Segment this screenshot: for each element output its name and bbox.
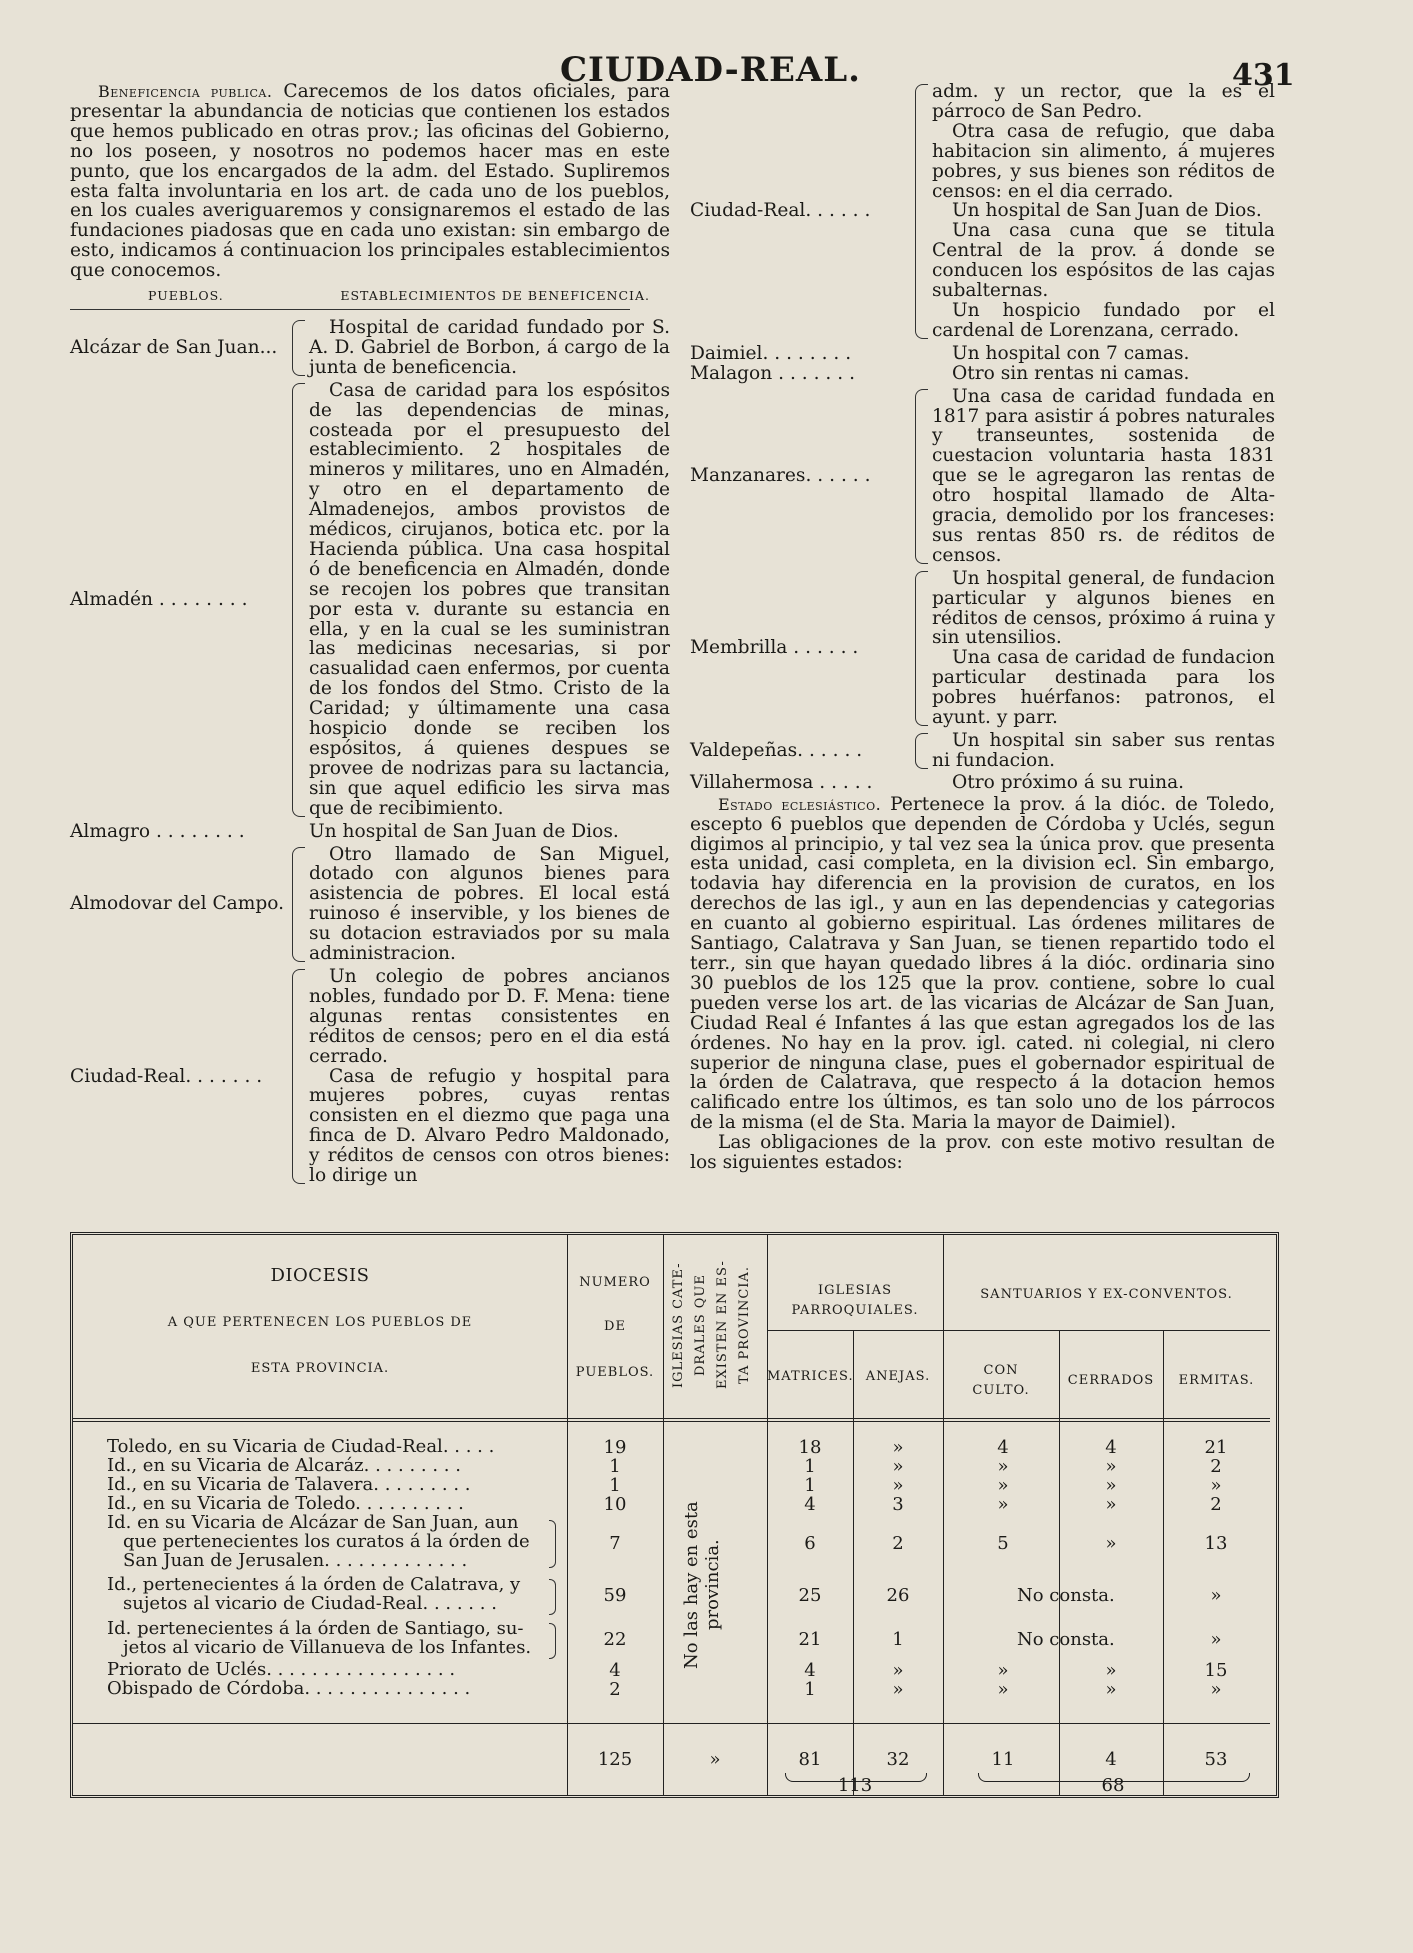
row-brace xyxy=(549,1623,556,1659)
entry-paragraph: Un colegio de pobres ancianos nobles, fundado por D. F. Mena: tiene algunas rentas consistentes en réditos de censos; pero en el dia está cerrado. xyxy=(309,965,670,1067)
table-cell: » xyxy=(892,1437,904,1458)
table-cell: 19 xyxy=(603,1437,627,1458)
column-rule xyxy=(853,1330,854,1795)
con-culto-line2: CULTO. xyxy=(972,1383,1030,1398)
table-cell: 2 xyxy=(1210,1456,1222,1477)
entry-text xyxy=(309,967,670,1186)
beneficencia-text: Carecemos de los datos oficiales, para presentar la abundancia de noticias que contienen los estados que hemos publicado en otras prov.; las oficinas del Gobierno, no los poseen, y nosotros no podemos hacer mas en este punto, que los encargados de la adm. del Estado. Supliremos esta falta involuntaria en los art. de cada uno de los pueblos, en los cuales averiguaremos y consignaremos el estado de las fundaciones piadosas que en cada uno existan: sin embargo de esto, indicamos á continuacion los principales establecimientos que conocemos. xyxy=(70,81,670,282)
establecimientos-heading: ESTABLECIMIENTOS DE BENEFICENCIA. xyxy=(340,288,650,304)
diocesis-sub1: A QUE PERTENECEN LOS PUEBLOS DE xyxy=(167,1315,473,1330)
entry-text xyxy=(309,381,670,819)
table-cell: 4 xyxy=(609,1660,621,1681)
header-rule xyxy=(73,1418,1270,1419)
place-name: Valdepeñas. . . . . . xyxy=(690,739,863,761)
table-cell: 4 xyxy=(997,1437,1009,1458)
column-subheader xyxy=(70,282,670,309)
place-name: Ciudad-Real. . . . . . . xyxy=(70,1065,263,1087)
entry-almagro xyxy=(70,822,670,842)
table-cell: 15 xyxy=(1204,1660,1228,1681)
table-cell: 1 xyxy=(609,1475,621,1496)
row-brace xyxy=(549,1520,556,1568)
entry-alcazar xyxy=(70,318,670,378)
santuarios-sum: 68 xyxy=(1101,1775,1125,1796)
no-consta: No consta. xyxy=(1017,1629,1115,1650)
table-row-label: Id., pertenecientes á la órden de Calatrava, y xyxy=(107,1574,521,1595)
brace xyxy=(915,775,928,791)
table-cell: 10 xyxy=(603,1494,627,1515)
entry-almodovar xyxy=(70,845,670,964)
brace xyxy=(292,383,305,817)
page-title: CIUDAD-REAL. xyxy=(560,50,861,90)
anejas-heading: ANEJAS. xyxy=(865,1369,931,1384)
left-column xyxy=(70,82,670,1186)
entry-paragraph: Otra casa de refugio, que daba habitacion sin alimento, á mujeres pobres, y sus bienes son réditos de censos: en el dia cerrado. xyxy=(932,120,1275,202)
column-rule xyxy=(663,1235,664,1795)
entry-paragraph: Una casa cuna que se titula Central de la prov. á donde se conducen los espósitos de las cajas subalternas. xyxy=(932,220,1275,302)
table-cell: 1 xyxy=(804,1679,816,1700)
total-cell: 32 xyxy=(886,1749,910,1770)
brace xyxy=(292,847,305,962)
place-name: Almagro . . . . . . . . xyxy=(70,820,245,842)
brace xyxy=(915,346,928,362)
table-cell: 59 xyxy=(603,1585,627,1606)
header-rule xyxy=(943,1330,1270,1331)
catedrales-line2: DRALES QUE xyxy=(693,1274,708,1376)
diocesis-sub2: ESTA PROVINCIA. xyxy=(250,1361,390,1376)
total-cell: 4 xyxy=(1105,1749,1117,1770)
entry-paragraph: Un hospital sin saber sus rentas ni fundacion. xyxy=(932,730,1275,771)
table-cell: 1 xyxy=(892,1629,904,1650)
table-cell: » xyxy=(892,1679,904,1700)
table-cell: » xyxy=(997,1494,1009,1515)
table-cell: 13 xyxy=(1204,1533,1228,1554)
table-row-label: que pertenecientes los curatos á la órden de xyxy=(123,1531,530,1552)
numero-pueblos: PUEBLOS. xyxy=(575,1365,655,1380)
header-rule xyxy=(73,1421,1270,1422)
place-name: Alcázar de San Juan... xyxy=(70,336,278,358)
table-cell: 1 xyxy=(804,1456,816,1477)
entry-text xyxy=(932,344,1275,364)
entry-membrilla xyxy=(690,569,1275,728)
entry-text xyxy=(309,318,670,378)
table-cell: 7 xyxy=(609,1533,621,1554)
entry-paragraph: Otro sin rentas ni camas. xyxy=(952,362,1190,384)
table-cell: 22 xyxy=(603,1629,627,1650)
divider xyxy=(70,309,630,310)
column-rule xyxy=(943,1235,944,1795)
table-cell: » xyxy=(1105,1456,1117,1477)
column-rule xyxy=(767,1235,768,1795)
brace xyxy=(915,733,928,769)
entry-text xyxy=(932,773,1275,793)
place-name: Ciudad-Real. . . . . . xyxy=(690,200,871,222)
place-name: Villahermosa . . . . . xyxy=(690,771,873,793)
entry-paragraph: Un hospicio fundado por el cardenal de Lorenzana, cerrado. xyxy=(932,299,1275,341)
dioceses-table xyxy=(70,1232,1279,1798)
table-cell: 3 xyxy=(892,1494,904,1515)
table-cell: » xyxy=(1210,1585,1222,1606)
no-consta: No consta. xyxy=(1017,1585,1115,1606)
total-cell: 81 xyxy=(798,1749,822,1770)
table-cell: 2 xyxy=(892,1533,904,1554)
table-cell: 5 xyxy=(997,1533,1009,1554)
place-name: Almodovar del Campo. xyxy=(70,893,285,915)
brace xyxy=(292,969,305,1184)
entry-paragraph: Casa de caridad para los espósitos de las dependencias de minas, costeada por el presupuesto del establecimiento. 2 hospitales de mineros y militares, uno en Almadén, y otro en el departamento de Almadenejos, ambos provistos de médicos, cirujanos, botica etc. por la Hacienda pública. Una casa hospital ó de beneficencia en Almadén, donde se recojen los pobres que transitan por esta v. durante su estancia en ella, y en la cual se les suministran las medicinas necesarias, si por casualidad caen enfermos, por cuenta de los fondos del Stmo. Cristo de la Caridad; y últimamente una casa hospicio donde se reciben los espósitos, á quienes despues se provee de nodrizas para su lactancia, sin que aquel edificio les sirva mas que de recibimiento. xyxy=(309,379,670,819)
cerrados-heading: CERRADOS xyxy=(1067,1373,1155,1388)
table-cell: » xyxy=(892,1660,904,1681)
entry-text xyxy=(932,364,1275,384)
table-cell: 4 xyxy=(804,1494,816,1515)
table-cell: » xyxy=(997,1456,1009,1477)
estado-eclesiastico xyxy=(690,795,1275,1133)
table-cell: » xyxy=(892,1475,904,1496)
table-cell: » xyxy=(1210,1679,1222,1700)
table-cell: » xyxy=(1105,1533,1117,1554)
entry-daimiel xyxy=(690,344,1275,364)
entry-paragraph: Una casa de caridad fundada en 1817 para asistir á pobres naturales y transeuntes, sostenida de cuestacion voluntaria hasta 1831 que se le agregaron las rentas de otro hospital llamado de Alta-gracia, demolido por los franceses: sus rentas 850 rs. de réditos de censos. xyxy=(932,385,1275,566)
table-row-label: Id., en su Vicaria de Talavera. . . . . . . . . xyxy=(107,1474,471,1495)
catedrales-line3: EXISTEN EN ES- xyxy=(715,1260,730,1390)
parroquiales-line2: PARROQUIALES. xyxy=(791,1303,919,1318)
pueblos-heading: PUEBLOS. xyxy=(148,288,224,304)
entry-paragraph: Otro llamado de San Miguel, dotado con algunos bienes para asistencia de pobres. El local está ruinoso é inservible, y los bienes de su dotacion estraviados por su mala administracion. xyxy=(309,843,670,965)
table-cell: 25 xyxy=(798,1585,822,1606)
table-cell: 21 xyxy=(798,1629,822,1650)
header-rule xyxy=(767,1330,943,1331)
parroquiales-sum: 113 xyxy=(837,1775,873,1796)
numero-de: DE xyxy=(604,1319,626,1334)
entry-text xyxy=(309,845,670,964)
table-cell: 6 xyxy=(804,1533,816,1554)
table-cell: 21 xyxy=(1204,1437,1228,1458)
table-cell: » xyxy=(1210,1629,1222,1650)
total-cell: » xyxy=(709,1749,721,1770)
beneficencia-lead: Beneficencia publica. xyxy=(98,82,273,101)
place-name: Malagon . . . . . . . xyxy=(690,362,855,384)
parroquiales-line1: IGLESIAS xyxy=(818,1283,892,1298)
table-cell: 26 xyxy=(886,1585,910,1606)
entry-manzanares xyxy=(690,387,1275,566)
entry-paragraph: Un hospital de San Juan de Dios. xyxy=(309,820,619,842)
entry-text xyxy=(932,731,1275,771)
place-name: Membrilla . . . . . . xyxy=(690,637,859,659)
table-row-label: Toledo, en su Vicaria de Ciudad-Real. . . . . xyxy=(107,1436,495,1457)
table-cell: 1 xyxy=(804,1475,816,1496)
entry-text xyxy=(932,569,1275,728)
page-number: 431 xyxy=(1232,58,1295,93)
table-cell: » xyxy=(997,1679,1009,1700)
table-cell: 4 xyxy=(804,1660,816,1681)
entry-paragraph: Hospital de caridad fundado por S. A. D. Gabriel de Borbon, á cargo de la junta de beneficencia. xyxy=(309,316,670,378)
catedrales-line1: IGLESIAS CATE- xyxy=(671,1262,686,1388)
table-cell: 18 xyxy=(798,1437,822,1458)
santuarios-heading: SANTUARIOS Y EX-CONVENTOS. xyxy=(980,1287,1233,1302)
totals-rule xyxy=(73,1723,1270,1724)
brace xyxy=(915,84,928,339)
brace xyxy=(915,366,928,382)
table-cell: » xyxy=(1105,1475,1117,1496)
entry-paragraph: Un hospital con 7 camas. xyxy=(952,342,1190,364)
table-cell: 2 xyxy=(609,1679,621,1700)
place-name: Manzanares. . . . . . xyxy=(690,465,871,487)
table-cell: » xyxy=(1105,1679,1117,1700)
table-row-label: Priorato de Uclés. . . . . . . . . . . . . . . . . xyxy=(107,1659,456,1680)
row-brace xyxy=(549,1579,556,1615)
entry-text xyxy=(932,387,1275,566)
entry-paragraph: Otro próximo á su ruina. xyxy=(952,771,1185,793)
entry-malagon xyxy=(690,364,1275,384)
place-name: Daimiel. . . . . . . . xyxy=(690,342,852,364)
beneficencia-intro xyxy=(70,82,670,281)
total-cell: 125 xyxy=(597,1749,633,1770)
total-cell: 53 xyxy=(1204,1749,1228,1770)
brace xyxy=(292,824,305,840)
entry-paragraph: Un hospital de San Juan de Dios. xyxy=(952,200,1262,222)
table-row-label: jetos al vicario de Villanueva de los Infantes. xyxy=(123,1637,532,1658)
brace xyxy=(915,389,928,564)
table-cell: » xyxy=(997,1660,1009,1681)
entry-ciudad-real-left xyxy=(70,967,670,1186)
table-row-label: Id., en su Vicaria de Toledo. . . . . . . . . . xyxy=(107,1493,464,1514)
ermitas-heading: ERMITAS. xyxy=(1178,1373,1255,1388)
brace xyxy=(915,571,928,726)
entry-ciudad-real-right xyxy=(690,82,1275,341)
table-row-label: Obispado de Córdoba. . . . . . . . . . . . . . . xyxy=(107,1678,471,1699)
brace xyxy=(292,320,305,376)
entry-villahermosa xyxy=(690,773,1275,793)
place-name: Almadén . . . . . . . . xyxy=(70,588,248,610)
table-row-label: San Juan de Jerusalen. . . . . . . . . . . . . xyxy=(123,1550,468,1571)
table-cell: » xyxy=(1105,1660,1117,1681)
table-cell: 1 xyxy=(609,1456,621,1477)
table-cell: » xyxy=(1210,1475,1222,1496)
con-culto-line1: CON xyxy=(983,1363,1019,1378)
entry-paragraph: Una casa de caridad de fundacion particular destinada para los pobres huérfanos: patronos, el ayunt. y parr. xyxy=(932,647,1275,729)
estado-lead: Estado eclesiástico. xyxy=(718,794,882,814)
numero-heading: NUMERO xyxy=(579,1275,651,1290)
closing-paragraph: Las obligaciones de la prov. con este motivo resultan de los siguientes estados: xyxy=(690,1132,1275,1174)
table-row-label: Id. pertenecientes á la órden de Santiago, su- xyxy=(107,1618,524,1639)
entry-paragraph: Un hospital general, de fundacion particular y algunos bienes en réditos de censos, próximo á ruina y sin utensilios. xyxy=(932,567,1275,649)
table-cell: 4 xyxy=(1105,1437,1117,1458)
no-hay-note: No las hay en esta provincia. xyxy=(681,1501,723,1669)
entry-text xyxy=(932,82,1275,341)
catedrales-line4: TA PROVINCIA. xyxy=(737,1266,752,1384)
entry-almaden xyxy=(70,381,670,819)
right-column xyxy=(690,82,1275,1173)
table-row-label: Id., en su Vicaria de Alcaráz. . . . . . . . . xyxy=(107,1455,461,1476)
table-cell: » xyxy=(892,1456,904,1477)
table-cell: 2 xyxy=(1210,1494,1222,1515)
table-cell: » xyxy=(1105,1494,1117,1515)
entry-paragraph: adm. y un rector, que la es el párroco de San Pedro. xyxy=(932,81,1275,122)
column-rule xyxy=(1163,1330,1164,1795)
entry-text xyxy=(309,822,670,842)
matrices-heading: MATRICES. xyxy=(767,1369,854,1384)
estado-text: Pertenece la prov. á la dióc. de Toledo, escepto 6 pueblos que dependen de Córdoba y Uclés, segun digimos al principio, y tal vez sea la única prov. que presenta esta unidad, casi completa, en la division ecl. Sin embargo, todavia hay diferencia en la provision de curatos, en los derechos de las igl., y aun en las dependencias y categorias en cuanto al gobierno espiritual. Las órdenes militares de Santiago, Calatrava y San Juan, se tienen repartido todo el terr., sin que hayan quedado libres á la dióc. ordinaria sino 30 pueblos de los 125 que la prov. contiene, sobre lo cual pueden verse los art. de las vicarias de Alcázar de San Juan, Ciudad Real é Infantes á las que estan agregados los de las órdenes. No hay en la prov. igl. cated. ni colegial, ni clero superior de ninguna clase, pues el gobernador espiritual de la órden de Calatrava, que respecto á la dotacion hemos calificado entre los últimos, es tan solo uno de los párrocos de la misma (el de Sta. Maria la mayor de Daimiel). xyxy=(690,793,1275,1134)
table-row-label: Id. en su Vicaria de Alcázar de San Juan, aun xyxy=(107,1512,519,1533)
column-rule xyxy=(1059,1330,1060,1795)
diocesis-heading: DIOCESIS xyxy=(270,1265,370,1286)
total-cell: 11 xyxy=(991,1749,1015,1770)
table-cell: » xyxy=(997,1475,1009,1496)
table-row-label: sujetos al vicario de Ciudad-Real. . . . . . . xyxy=(123,1593,497,1614)
entry-valdepenas xyxy=(690,731,1275,771)
entry-paragraph: Casa de refugio y hospital para mujeres pobres, cuyas rentas consisten en el diezmo que paga una finca de D. Alvaro Pedro Maldonado, y réditos de censos con otros bienes: lo dirige un xyxy=(309,1065,670,1187)
